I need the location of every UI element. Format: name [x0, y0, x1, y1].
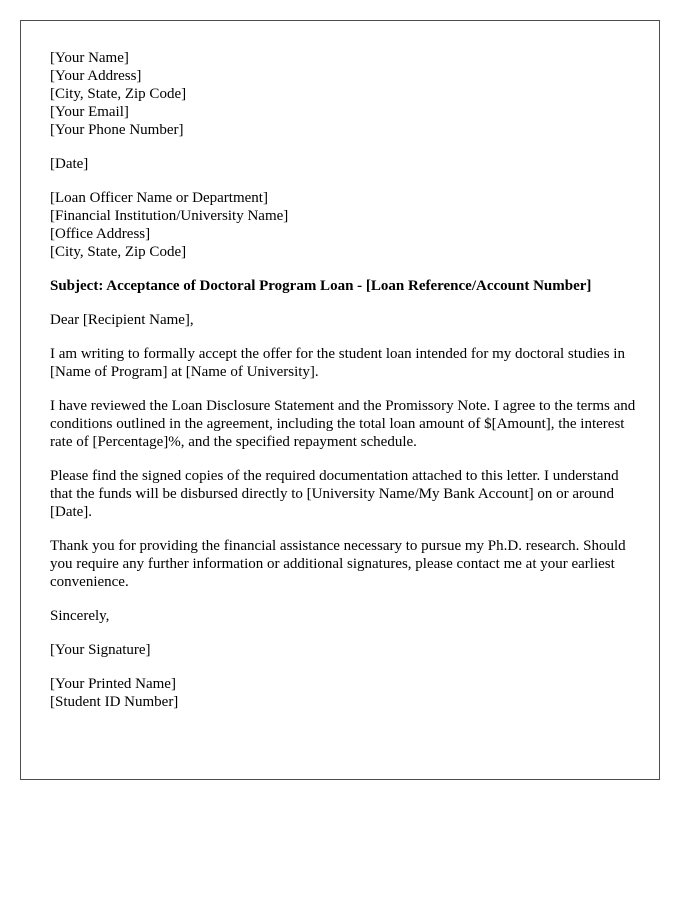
recipient-officer: [Loan Officer Name or Department] — [50, 190, 268, 206]
sender-city-state-zip: [City, State, Zip Code] — [50, 86, 187, 102]
letter-content — [50, 49, 640, 727]
recipient-institution: [Financial Institution/University Name] — [50, 208, 289, 224]
signer-block — [50, 675, 640, 711]
sender-name: [Your Name] — [50, 50, 129, 66]
recipient-block — [50, 189, 640, 261]
letter-date: [Date] — [50, 156, 89, 172]
printed-name: [Your Printed Name] — [50, 676, 176, 692]
recipient-office-address: [Office Address] — [50, 226, 151, 242]
letter-page — [20, 20, 660, 780]
body-paragraph-1: I am writing to formally accept the offer for the student loan intended for my doctoral studies in [Name of Program] at [Name of University]. — [50, 346, 625, 380]
sender-phone: [Your Phone Number] — [50, 122, 184, 138]
sender-block — [50, 49, 640, 139]
sender-address: [Your Address] — [50, 68, 142, 84]
body-paragraph-4: Thank you for providing the financial assistance necessary to pursue my Ph.D. research. Should you require any further information or additional signatures, please contact me at your earliest convenience. — [50, 538, 626, 590]
salutation: Dear [Recipient Name], — [50, 312, 194, 328]
recipient-city-state-zip: [City, State, Zip Code] — [50, 244, 187, 260]
closing: Sincerely, — [50, 608, 110, 624]
sender-email: [Your Email] — [50, 104, 129, 120]
date-block — [50, 155, 640, 173]
student-id: [Student ID Number] — [50, 694, 179, 710]
body-paragraph-2: I have reviewed the Loan Disclosure Statement and the Promissory Note. I agree to the terms and conditions outlined in the agreement, including the total loan amount of $[Amount], the interest rate of [Percentage]%, and the specified repayment schedule. — [50, 398, 636, 450]
body-paragraph-3: Please find the signed copies of the required documentation attached to this letter. I understand that the funds will be disbursed directly to [University Name/My Bank Account] on or around [Date]. — [50, 468, 619, 520]
subject-line: Subject: Acceptance of Doctoral Program Loan - [Loan Reference/Account Number] — [50, 278, 592, 294]
signature-placeholder: [Your Signature] — [50, 642, 151, 658]
